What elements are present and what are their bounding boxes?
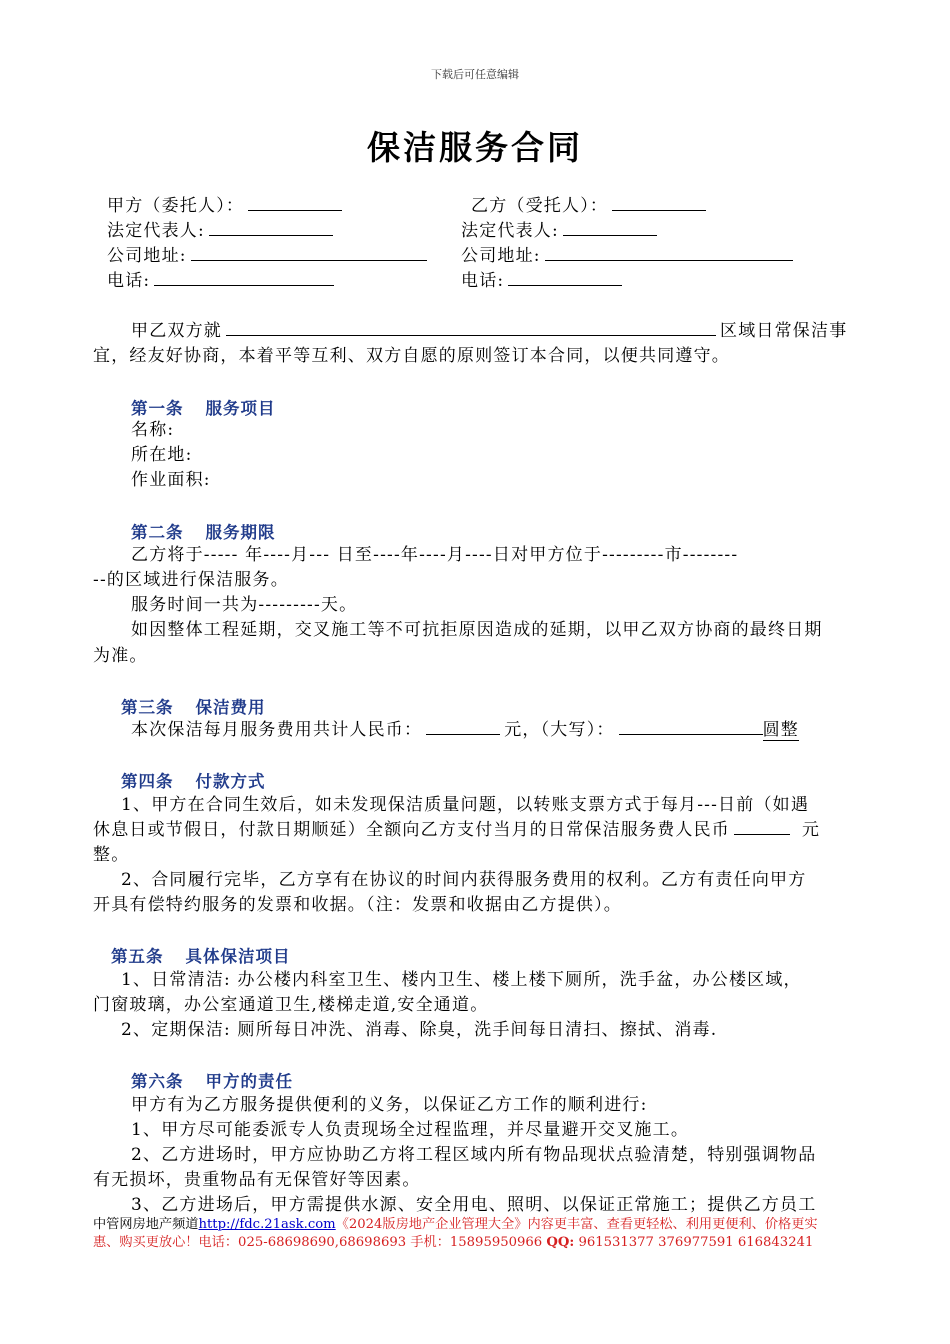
resp-line-4: 有无损坏，贵重物品有无保管好等因素。 [93, 1170, 421, 1190]
article-number: 第四条 [121, 772, 174, 791]
article-4-heading [121, 768, 266, 792]
resp-line-1: 甲方有为乙方服务提供便利的义务，以保证乙方工作的顺利进行: [131, 1095, 648, 1115]
rep-a-blank[interactable] [209, 218, 333, 236]
term-line-5: 为准。 [93, 646, 148, 666]
party-a-field [107, 193, 342, 219]
tel-a-blank[interactable] [154, 268, 334, 286]
addr-a-field [107, 243, 427, 269]
addr-a-label: 公司地址: [107, 246, 187, 266]
footer-line-2 [93, 1234, 813, 1252]
service-location: 所在地: [131, 445, 193, 465]
party-a-label: 甲方（委托人）： [107, 196, 245, 216]
party-b-field [471, 193, 706, 219]
document-title: 保洁服务合同 [367, 128, 583, 167]
article-number: 第六条 [131, 1072, 184, 1091]
addr-b-blank[interactable] [545, 243, 793, 261]
region-blank[interactable] [226, 318, 716, 336]
article-number: 第一条 [131, 399, 184, 418]
fee-suffix: 圆整 [762, 720, 800, 740]
service-area: 作业面积: [131, 470, 211, 490]
party-a-blank[interactable] [248, 193, 342, 211]
intro-line-1 [131, 318, 847, 344]
cleaning-1-line-1: 1、日常清洁: 办公楼内科室卫生、楼内卫生、楼上楼下厕所，洗手盆，办公楼区域， [121, 970, 802, 990]
footer-qq: 961531377 376977591 616843241 [578, 1235, 814, 1250]
payment-1-line-3: 整。 [93, 845, 130, 865]
footer-link[interactable]: http://fdc.21ask.com [198, 1217, 336, 1232]
cleaning-1-line-2: 门窗玻璃，办公室通道卫生,楼梯走道,安全通道。 [93, 995, 489, 1015]
cleaning-2-line-1: 2、定期保洁: 厕所每日冲洗、消毒、除臭，洗手间每日清扫、擦拭、消毒. [121, 1020, 718, 1040]
term-line-4: 如因整体工程延期，交叉施工等不可抗拒原因造成的延期，以甲乙双方协商的最终日期 [131, 620, 823, 640]
article-2-heading [131, 519, 276, 543]
fee-uppercase-label: 元，（大写）： [504, 720, 615, 740]
payment-2-line-1: 2、合同履行完毕，乙方享有在协议的时间内获得服务费用的权利。乙方有责任向甲方 [121, 870, 807, 890]
party-b-blank[interactable] [612, 193, 706, 211]
article-number: 第二条 [131, 523, 184, 542]
rep-a-label: 法定代表人: [107, 221, 205, 241]
article-title: 具体保洁项目 [185, 947, 291, 966]
footer-promo-2: 惠、购买更放心！电话：025-68698690,68698693 手机：15895950966 [93, 1235, 543, 1250]
tel-b-label: 电话: [461, 271, 505, 291]
tel-b-blank[interactable] [508, 268, 622, 286]
rep-b-label: 法定代表人: [461, 221, 559, 241]
footer-promo-1: 《2024版房地产企业管理大全》内容更丰富、查看更轻松、利用更便利、价格更实 [335, 1217, 818, 1232]
rep-b-blank[interactable] [563, 218, 657, 236]
payment-1-line-2 [93, 817, 820, 843]
intro-line-2: 宜，经友好协商，本着平等互利、双方自愿的原则签订本合同，以便共同遵守。 [93, 346, 730, 366]
article-title: 甲方的责任 [205, 1072, 293, 1091]
article-title: 保洁费用 [195, 698, 266, 717]
tel-a-field [107, 268, 334, 294]
resp-line-2: 1、甲方尽可能委派专人负责现场全过程监理，并尽量避开交叉施工。 [131, 1120, 690, 1140]
fee-label: 本次保洁每月服务费用共计人民币： [131, 720, 423, 740]
article-1-heading [131, 395, 276, 419]
article-title: 服务项目 [205, 399, 276, 418]
term-line-3: 服务时间一共为---------天。 [131, 595, 358, 615]
service-name: 名称: [131, 420, 175, 440]
addr-b-label: 公司地址: [461, 246, 541, 266]
fee-line [131, 717, 799, 743]
resp-line-5: 3、乙方进场后，甲方需提供水源、安全用电、照明、以保证正常施工；提供乙方员工 [131, 1195, 817, 1215]
article-3-heading [121, 694, 266, 718]
article-number: 第五条 [111, 947, 164, 966]
payment-text: 休息日或节假日，付款日期顺延）全额向乙方支付当月的日常保洁服务费人民币 [93, 820, 730, 840]
payment-1-line-1: 1、甲方在合同生效后，如未发现保洁质量问题，以转账支票方式于每月---日前（如遇 [121, 795, 810, 815]
rep-a-field [107, 218, 333, 244]
addr-a-blank[interactable] [191, 243, 427, 261]
term-line-2: --的区域进行保洁服务。 [93, 570, 289, 590]
payment-amount-blank[interactable] [734, 817, 790, 835]
article-title: 服务期限 [205, 523, 276, 542]
term-line-1: 乙方将于----- 年----月--- 日至----年----月----日对甲方位于---------市-------- [131, 545, 739, 565]
tel-b-field [461, 268, 622, 294]
fee-uppercase-blank[interactable] [619, 717, 763, 735]
tel-a-label: 电话: [107, 271, 151, 291]
footer-qq-label: QQ: [546, 1235, 575, 1250]
intro-start: 甲乙双方就 [131, 321, 222, 341]
article-5-heading [111, 943, 291, 967]
footer-line-1 [93, 1216, 818, 1234]
article-number: 第三条 [121, 698, 174, 717]
payment-unit: 元 [802, 820, 821, 840]
payment-2-line-2: 开具有偿特约服务的发票和收据。（注：发票和收据由乙方提供）。 [93, 895, 622, 915]
party-b-label: 乙方（受托人）： [471, 196, 609, 216]
article-title: 付款方式 [195, 772, 266, 791]
article-6-heading [131, 1068, 293, 1092]
footer-site: 中管网房地产频道 [93, 1217, 199, 1232]
resp-line-3: 2、乙方进场时，甲方应协助乙方将工程区域内所有物品现状点验清楚，特别强调物品 [131, 1145, 817, 1165]
addr-b-field [461, 243, 793, 269]
header-note: 下载后可任意编辑 [431, 68, 519, 81]
fee-amount-blank[interactable] [426, 717, 500, 735]
rep-b-field [461, 218, 657, 244]
intro-end: 区域日常保洁事 [720, 321, 848, 341]
